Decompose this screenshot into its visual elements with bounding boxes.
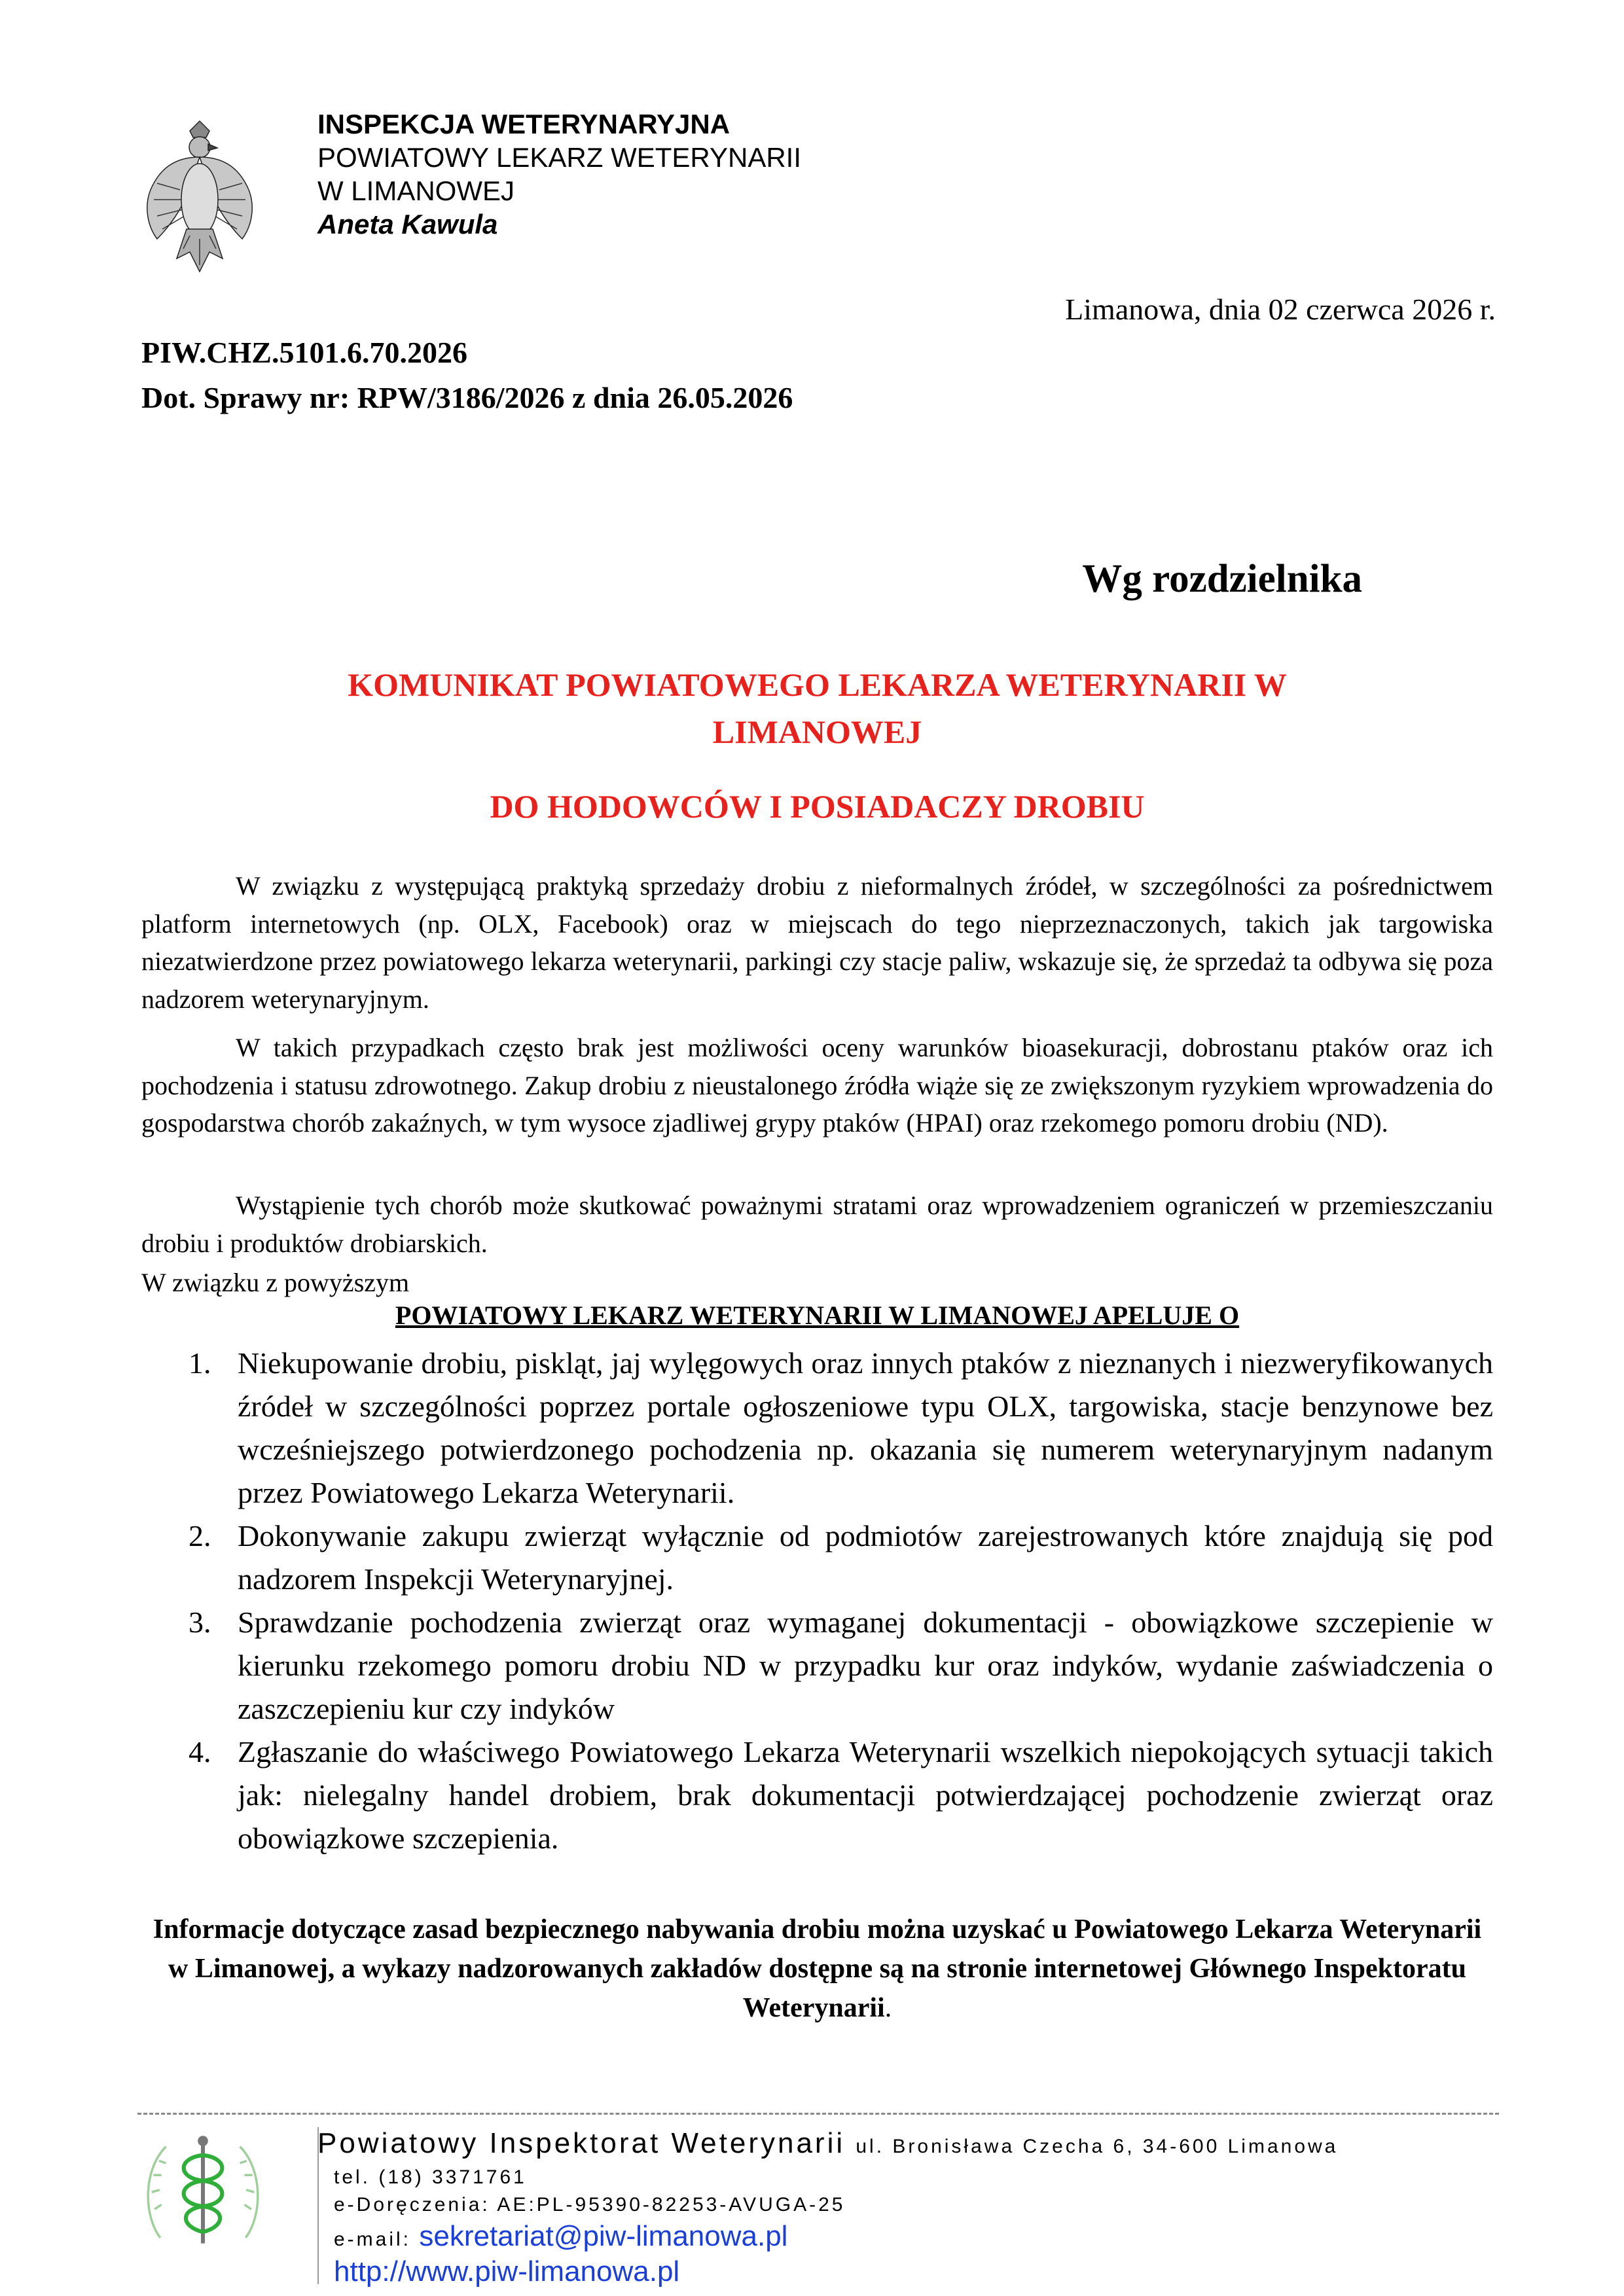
footer-email-link[interactable]: sekretariat@piw-limanowa.pl: [419, 2220, 788, 2252]
closing-info: [141, 1910, 1493, 2028]
org-line-1: INSPEKCJA WETERYNARYJNA: [317, 109, 731, 139]
case-reference: Dot. Sprawy nr: RPW/3186/2026 z dnia 26.05.2026: [141, 381, 793, 414]
org-line-2: POWIATOWY LEKARZ WETERYNARII: [317, 142, 801, 173]
document-title: [141, 661, 1493, 755]
polish-eagle-icon: [137, 118, 262, 281]
list-item-number: 4.: [189, 1735, 211, 1768]
list-item-text: Dokonywanie zakupu zwierząt wyłącznie od podmiotów zarejestrowanych które znajdują się pod nadzorem Inspekcji Weterynaryjnej.: [238, 1519, 1493, 1596]
footer-website-link[interactable]: http://www.piw-limanowa.pl: [334, 2255, 680, 2287]
closing-info-text: Informacje dotyczące zasad bezpiecznego nabywania drobiu można uzyskać u Powiatowego Lekarza Weterynarii w Limanowej, a wykazy nadzorowanych zakładów dostępne są na stronie internetowej Głównego Inspektoratu Weterynarii: [153, 1914, 1482, 2023]
footer-edelivery: e-Doręczenia: AE:PL-95390-82253-AVUGA-25: [334, 2194, 846, 2215]
paragraph-text: W takich przypadkach często brak jest możliwości oceny warunków bioasekuracji, dobrostanu ptaków oraz ich pochodzenia i statusu zdrowotnego. Zakup drobiu z nieustalonego źródła wiąże się ze zwiększonym ryzykiem wprowadzenia do gospodarstwa chorób zakaźnych, w tym wysoce zjadliwej grypy ptaków (HPAI) oraz rzekomego pomoru drobiu (ND).: [141, 1033, 1493, 1138]
closing-period: .: [884, 1993, 892, 2023]
document-subtitle: DO HODOWCÓW I POSIADACZY DROBIU: [490, 788, 1145, 825]
paragraph-text: Wystąpienie tych chorób może skutkować poważnymi stratami oraz wprowadzeniem ograniczeń w przemieszczaniu drobiu i produktów drobiarskich.: [141, 1191, 1493, 1258]
intro-line: W związku z powyższym: [141, 1268, 410, 1297]
list-item-text: Zgłaszanie do właściwego Powiatowego Lekarza Weterynarii wszelkich niepokojących sytuacji takich jak: nielegalny handel drobiem, brak dokumentacji potwierdzającej pochodzenie zwierząt oraz obowiązkowe szczepienia.: [238, 1735, 1493, 1855]
list-item-text: Sprawdzanie pochodzenia zwierząt oraz wymaganej dokumentacji - obowiązkowe szczepienie w kierunku rzekomego pomoru drobiu ND w przypadku kur oraz indyków, wydanie zaświadczenia o zaszczepieniu kur czy indyków: [238, 1605, 1493, 1725]
title-line-2: LIMANOWEJ: [712, 713, 922, 750]
list-item: [141, 1342, 1493, 1515]
paragraph-2: [141, 1029, 1493, 1142]
list-item: [141, 1731, 1493, 1860]
addressee: Wg rozdzielnika: [1082, 557, 1362, 601]
paragraph-1: [141, 867, 1493, 1018]
appeal-heading: POWIATOWY LEKARZ WETERYNARII W LIMANOWEJ APELUJE O: [395, 1300, 1240, 1330]
footer-org-name: Powiatowy Inspektorat Weterynarii: [317, 2127, 846, 2159]
footer-divider: [137, 2113, 1499, 2115]
footer-email-line: [334, 2220, 787, 2253]
veterinary-caduceus-icon: [137, 2124, 268, 2255]
title-line-1: KOMUNIKAT POWIATOWEGO LEKARZA WETERYNARII W: [348, 666, 1287, 703]
paragraph-text: W związku z występującą praktyką sprzedaży drobiu z nieformalnych źródeł, w szczególności za pośrednictwem platform internetowych (np. OLX, Facebook) oraz w miejscach do tego nieprzeznaczonych, takich jak targowiska niezatwierdzone przez powiatowego lekarza weterynarii, parkingi czy stacje paliw, wskazuje się, że sprzedaż ta odbywa się poza nadzorem weterynaryjnym.: [141, 871, 1493, 1014]
list-item: [141, 1601, 1493, 1731]
appeal-list: [141, 1342, 1493, 1860]
list-item: [141, 1515, 1493, 1601]
org-line-3: W LIMANOWEJ: [317, 175, 514, 206]
date-line: Limanowa, dnia 02 czerwca 2026 r.: [1065, 293, 1496, 326]
footer-org: [317, 2127, 1338, 2160]
reference-number: PIW.CHZ.5101.6.70.2026: [141, 336, 467, 369]
list-item-number: 3.: [189, 1605, 211, 1639]
footer-phone: tel. (18) 3371761: [334, 2166, 527, 2188]
list-item-text: Niekupowanie drobiu, piskląt, jaj wylęgowych oraz innych ptaków z nieznanych i niezweryfikowanych źródeł w szczególności poprzez portale ogłoszeniowe typu OLX, targowiska, stacje benzynowe bez wcześniejszego potwierdzonego pochodzenia np. okazania się numerem weterynaryjnym nadanym przez Powiatowego Lekarza Weterynarii.: [238, 1346, 1493, 1509]
org-person: Aneta Kawula: [317, 209, 498, 240]
footer-email-label: e-mail:: [334, 2229, 412, 2250]
footer-address: ul. Bronisława Czecha 6, 34-600 Limanowa: [856, 2136, 1339, 2157]
list-item-number: 1.: [189, 1346, 211, 1380]
list-item-number: 2.: [189, 1519, 211, 1552]
paragraph-3: [141, 1187, 1493, 1262]
